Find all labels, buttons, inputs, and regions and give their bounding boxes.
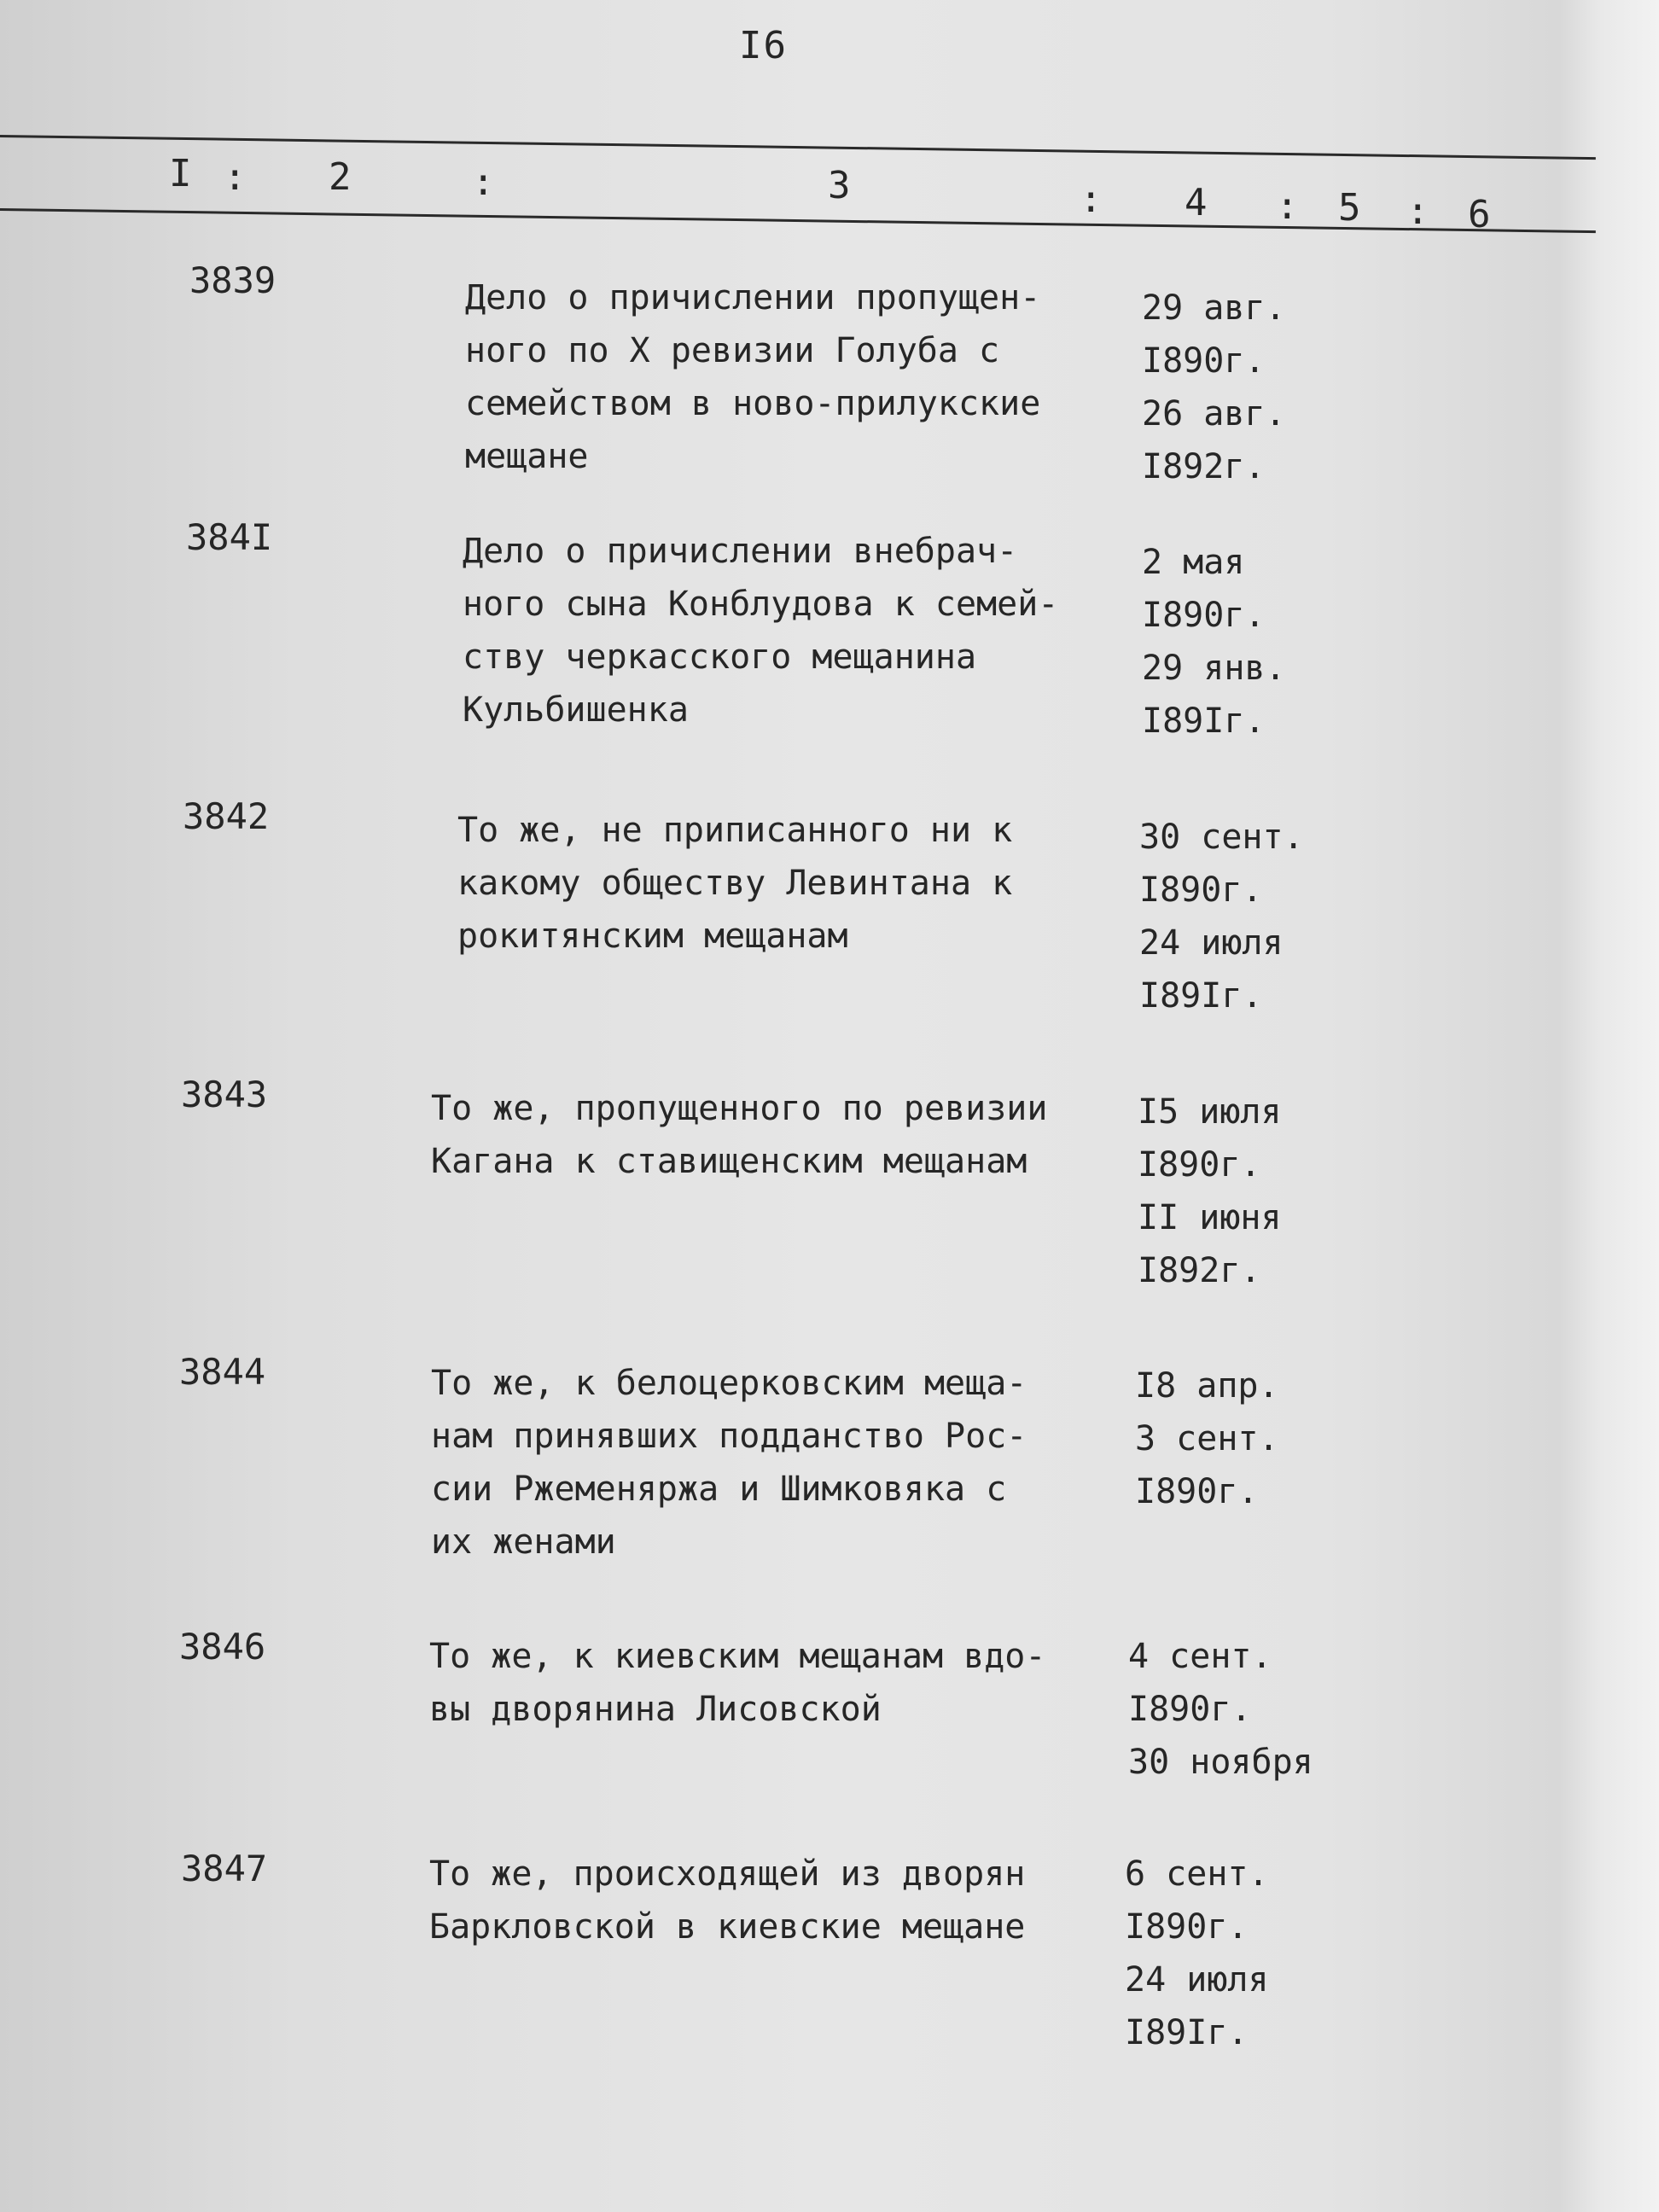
- date-line: I892г.: [1138, 1251, 1261, 1290]
- description-line: Кагана к ставищенским мещанам: [431, 1142, 1027, 1181]
- column-separator: :: [472, 160, 495, 204]
- description-line: То же, пропущенного по ревизии: [431, 1089, 1048, 1128]
- description-line: мещане: [465, 437, 589, 476]
- date-line: I890г.: [1138, 1145, 1261, 1185]
- column-separator: :: [224, 155, 247, 199]
- entry-description: [429, 1848, 1025, 1953]
- entry-number: 3844: [179, 1351, 266, 1393]
- date-line: I8 апр.: [1135, 1366, 1279, 1406]
- entry-description: [431, 1082, 1047, 1188]
- entry-description: [465, 271, 1040, 483]
- date-line: 24 июля: [1139, 923, 1284, 963]
- date-line: I890г.: [1142, 596, 1266, 635]
- entry-dates: [1138, 1086, 1282, 1297]
- column-header-4: 4: [1185, 181, 1208, 224]
- column-header-6: 6: [1468, 193, 1491, 236]
- date-line: I89Iг.: [1125, 2013, 1249, 2052]
- column-header-5: 5: [1338, 186, 1361, 230]
- description-line: Дело о причислении внебрач-: [463, 532, 1018, 571]
- description-line: их женами: [431, 1522, 616, 1562]
- description-line: То же, происходящей из дворян: [429, 1854, 1026, 1894]
- entry-description: [431, 1357, 1027, 1569]
- date-line: 3 сент.: [1135, 1419, 1279, 1458]
- description-line: То же, к белоцерковским меща-: [431, 1364, 1027, 1403]
- column-header-3: 3: [828, 164, 851, 207]
- date-line: 26 авг.: [1142, 394, 1286, 434]
- entry-dates: [1128, 1630, 1313, 1789]
- date-line: I890г.: [1142, 341, 1266, 381]
- entry-dates: [1139, 811, 1304, 1022]
- date-line: I89Iг.: [1139, 976, 1263, 1016]
- date-line: I89Iг.: [1142, 701, 1266, 741]
- date-line: 30 ноября: [1128, 1743, 1313, 1782]
- description-line: ного по X ревизии Голуба с: [465, 331, 1000, 370]
- description-line: ного сына Конблудова к семей-: [463, 585, 1059, 624]
- entry-description: [463, 525, 1058, 736]
- entry-dates: [1125, 1848, 1269, 2059]
- entry-number: 3847: [181, 1848, 268, 1889]
- entry-number: 3843: [181, 1074, 268, 1115]
- description-line: То же, к киевским мещанам вдо-: [429, 1637, 1046, 1676]
- date-line: I890г.: [1139, 870, 1263, 910]
- date-line: I890г.: [1135, 1472, 1259, 1511]
- entry-dates: [1142, 536, 1286, 748]
- column-separator: :: [1080, 178, 1103, 221]
- description-line: сии Ржеменяржа и Шимковяка с: [431, 1470, 1007, 1509]
- description-line: Кульбишенка: [463, 690, 689, 730]
- date-line: 2 мая: [1142, 543, 1245, 582]
- column-header-2: 2: [329, 155, 352, 199]
- description-line: какому обществу Левинтана к: [457, 864, 1013, 903]
- date-line: 4 сент.: [1128, 1637, 1272, 1676]
- description-line: нам принявших подданство Рос-: [431, 1417, 1027, 1456]
- entry-number: 384I: [186, 516, 273, 558]
- page-number: I6: [739, 24, 788, 67]
- date-line: 6 сент.: [1125, 1854, 1269, 1894]
- description-line: Баркловской в киевские мещане: [429, 1907, 1026, 1947]
- date-line: 30 сент.: [1139, 818, 1304, 857]
- entry-number: 3846: [179, 1626, 266, 1668]
- description-line: ству черкасского мещанина: [463, 637, 977, 677]
- entry-number: 3842: [183, 795, 270, 837]
- date-line: I890г.: [1125, 1907, 1249, 1947]
- column-header-1: I: [169, 152, 192, 195]
- date-line: I5 июля: [1138, 1092, 1282, 1132]
- date-line: I890г.: [1128, 1690, 1252, 1729]
- entry-description: [429, 1630, 1045, 1736]
- date-line: 24 июля: [1125, 1960, 1269, 2000]
- description-line: вы дворянина Лисовской: [429, 1690, 882, 1729]
- description-line: семейством в ново-прилукские: [465, 384, 1041, 423]
- entry-dates: [1135, 1359, 1279, 1518]
- entry-dates: [1142, 282, 1286, 493]
- column-separator: :: [1406, 189, 1429, 233]
- description-line: То же, не приписанного ни к: [457, 811, 1013, 850]
- date-line: I892г.: [1142, 447, 1266, 486]
- entry-description: [457, 804, 1012, 963]
- description-line: рокитянским мещанам: [457, 917, 848, 956]
- entry-number: 3839: [189, 259, 276, 301]
- date-line: 29 янв.: [1142, 649, 1286, 688]
- description-line: Дело о причислении пропущен-: [465, 278, 1041, 317]
- column-separator: :: [1276, 184, 1299, 228]
- date-line: 29 авг.: [1142, 288, 1286, 328]
- date-line: II июня: [1138, 1198, 1282, 1237]
